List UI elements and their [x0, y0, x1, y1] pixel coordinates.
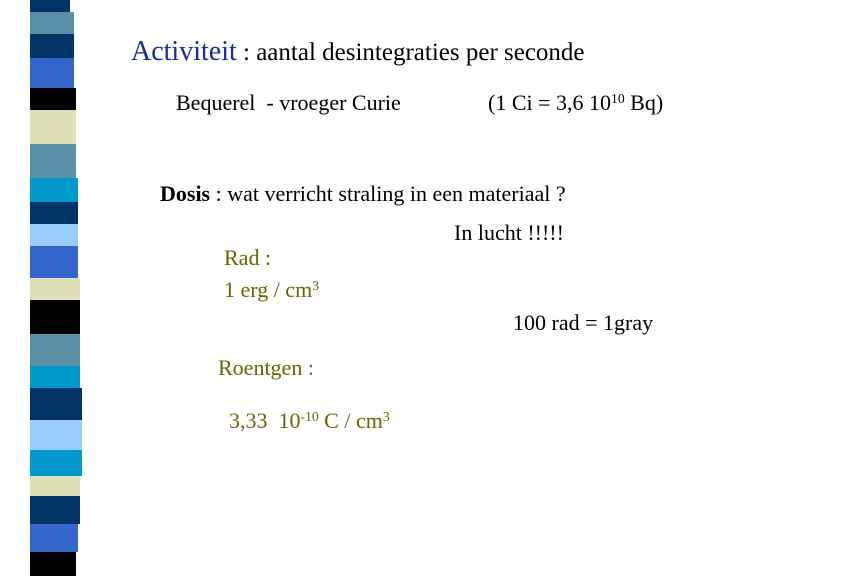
- rad-def-base: 1 erg / cm: [224, 277, 313, 302]
- stripe-segment: [30, 58, 74, 88]
- conversion-open: (1 Ci = 3,6 10: [488, 90, 612, 115]
- stripe-segment: [30, 300, 80, 334]
- rad-label: Rad :: [224, 245, 272, 270]
- stripe-segment: [30, 476, 80, 496]
- stripe-segment: [30, 88, 76, 110]
- stripe-segment: [30, 178, 78, 202]
- stripe-segment: [30, 224, 78, 246]
- in-air-note: In lucht !!!!!: [454, 220, 564, 245]
- roentgen-label: Roentgen :: [218, 355, 314, 380]
- curie-conversion: [488, 92, 663, 114]
- rad-def-exponent: 3: [312, 277, 319, 293]
- stripe-segment: [30, 34, 74, 58]
- dose-rest: : wat verricht straling in een materiaal ?: [210, 181, 566, 206]
- conversion-exponent: 10: [611, 90, 625, 106]
- stripe-segment: [30, 524, 78, 552]
- title-rest: : aantal desintegraties per seconde: [236, 39, 585, 66]
- roentgen-def-exponent-2: 3: [382, 408, 390, 424]
- stripe-segment: [30, 552, 76, 576]
- roentgen-def-base: 3,33 10: [229, 408, 301, 433]
- slide-title: [131, 38, 585, 66]
- title-keyword: Activiteit: [131, 36, 237, 67]
- stripe-segment: [30, 420, 82, 450]
- stripe-segment: [30, 144, 76, 178]
- stripe-segment: [30, 366, 80, 388]
- stripe-segment: [30, 450, 82, 476]
- decorative-stripe: [30, 0, 82, 576]
- dose-keyword: Dosis: [160, 181, 211, 206]
- rad-gray-relation: 100 rad = 1gray: [513, 310, 654, 335]
- activity-unit-text: Bequerel - vroeger Curie: [176, 90, 401, 115]
- stripe-segment: [30, 12, 74, 34]
- stripe-segment: [30, 496, 80, 524]
- conversion-close: Bq): [624, 90, 664, 115]
- stripe-segment: [30, 110, 76, 144]
- activity-unit: [176, 92, 401, 114]
- stripe-segment: [30, 334, 80, 366]
- roentgen-def-exponent-1: -10: [300, 408, 319, 424]
- stripe-segment: [30, 202, 78, 224]
- stripe-segment: [30, 388, 82, 420]
- stripe-segment: [30, 0, 70, 12]
- roentgen-def-mid: C / cm: [318, 408, 383, 433]
- dose-heading: [160, 183, 566, 205]
- rad-definition: [224, 279, 319, 301]
- roentgen-definition: [218, 388, 390, 432]
- stripe-segment: [30, 246, 78, 278]
- stripe-segment: [30, 278, 80, 300]
